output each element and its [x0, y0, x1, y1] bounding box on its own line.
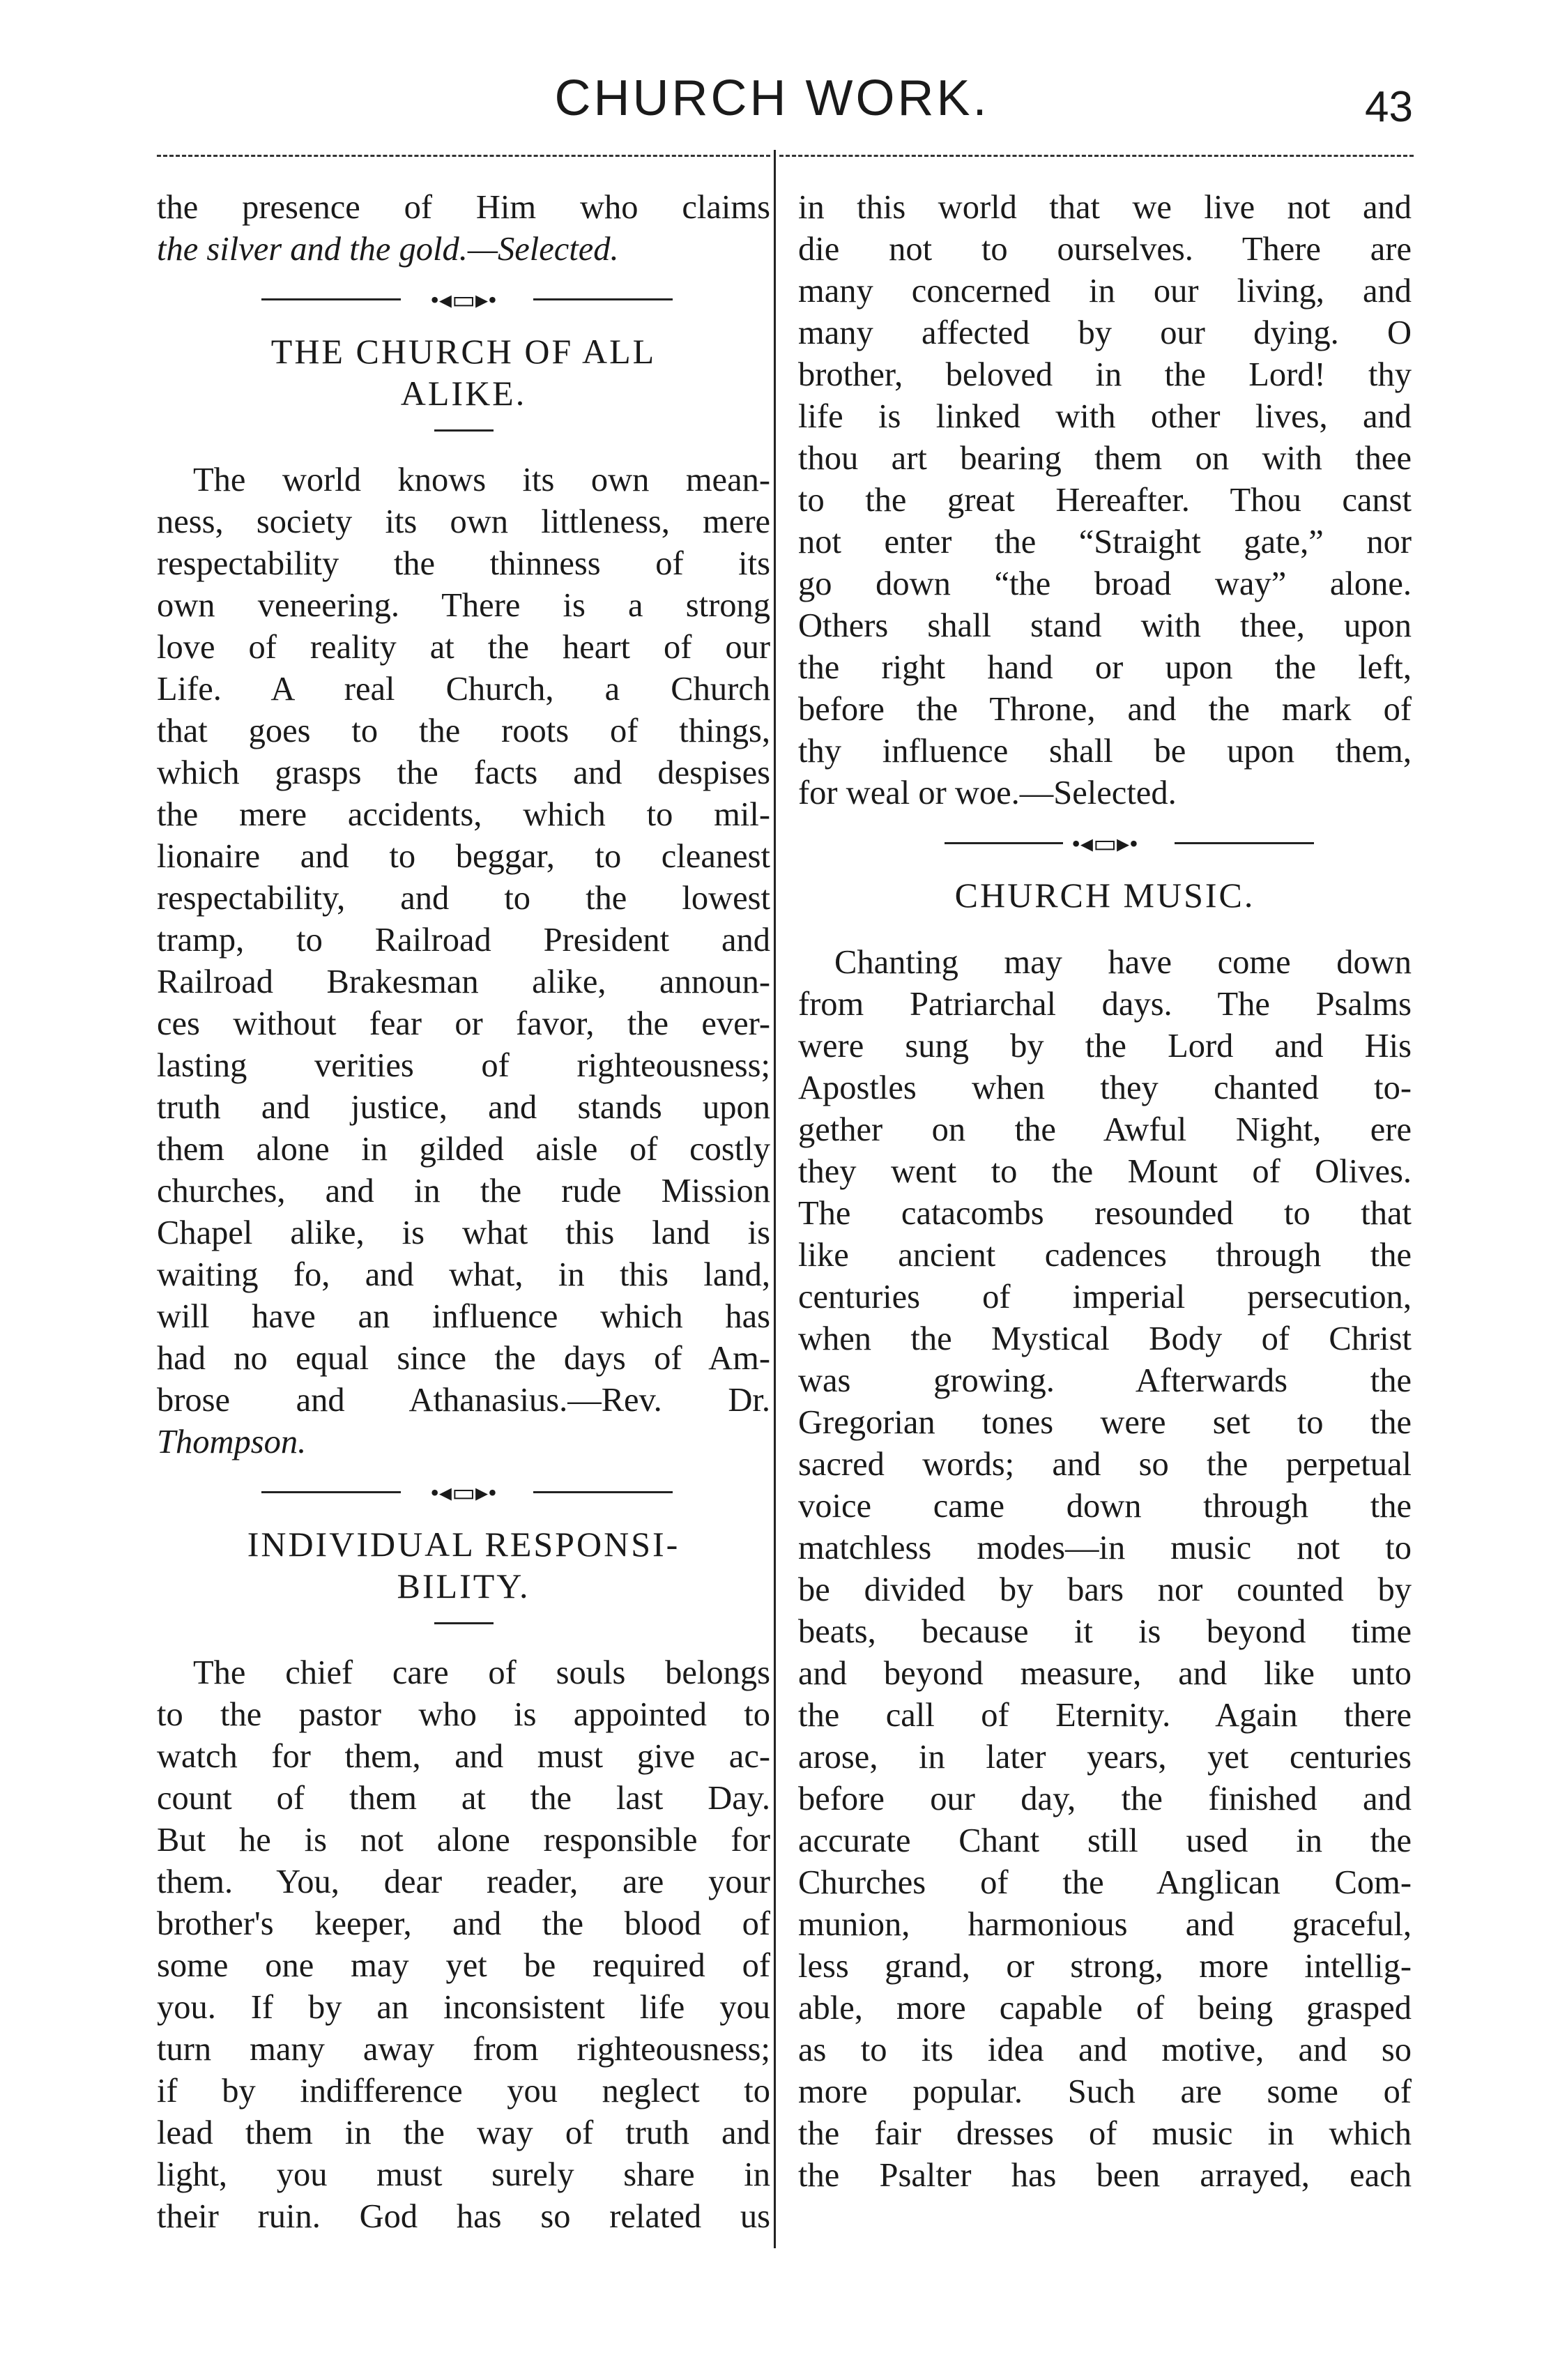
text-line: to the pastor who is appointed to [157, 1696, 770, 1733]
text-line: to the great Hereafter. Thou canst [798, 482, 1412, 519]
ornament-glyph: •◂▭▸• [1071, 830, 1138, 857]
article-continuation [798, 187, 1412, 814]
text-line: churches, and in the rude Mission [157, 1173, 770, 1210]
text-line: die not to ourselves. There are [798, 231, 1412, 268]
text-line: turn many away from righteousness; [157, 2031, 770, 2068]
text-line: thou art bearing them on with thee [798, 440, 1412, 477]
page-number: 43 [1365, 83, 1413, 131]
title-gap [1076, 923, 1135, 925]
text-line: respectability the thinness of its [157, 545, 770, 582]
text-line: them. You, dear reader, are your [157, 1863, 770, 1900]
article-church-of-all-alike [157, 330, 770, 1463]
text-line: they went to the Mount of Olives. [798, 1153, 1412, 1190]
text-line: when the Mystical Body of Christ [798, 1320, 1412, 1357]
text-line: love of reality at the heart of our [157, 629, 770, 666]
text-line: had no equal since the days of Am- [157, 1340, 770, 1377]
ornament-glyph: •◂▭▸• [430, 1479, 497, 1506]
text-line: arose, in later years, yet centuries [798, 1739, 1412, 1776]
text-line: truth and justice, and stands upon [157, 1089, 770, 1126]
text-line: voice came down through the [798, 1488, 1412, 1525]
text-line: and beyond measure, and like unto [798, 1655, 1412, 1692]
text-line: The catacombs resounded to that [798, 1195, 1412, 1232]
article-title: THE CHURCH OF ALL [270, 332, 657, 371]
text-line: for weal or woe.—Selected. [798, 775, 1177, 811]
text-line: less grand, or strong, more intellig- [798, 1948, 1412, 1985]
header-rule-left [157, 155, 770, 157]
text-line: sacred words; and so the perpetual [798, 1446, 1412, 1483]
text-line: like ancient cadences through the [798, 1237, 1412, 1274]
text-line: beats, because it is beyond time [798, 1613, 1412, 1650]
text-line: some one may yet be required of [157, 1947, 770, 1984]
text-line: which grasps the facts and despises [157, 754, 770, 791]
article-individual-responsibility [157, 1523, 770, 2238]
text-line: matchless modes—in music not to [798, 1530, 1412, 1566]
text-line: tramp, to Railroad President and [157, 922, 770, 959]
text-line: accurate Chant still used in the [798, 1822, 1412, 1859]
text-line: were sung by the Lord and His [798, 1028, 1412, 1065]
title-rule [434, 429, 494, 432]
text-line: light, you must surely share in [157, 2156, 770, 2193]
right-column [798, 187, 1412, 2197]
text-line: was growing. Afterwards the [798, 1362, 1412, 1399]
text-line: the mere accidents, which to mil- [157, 796, 770, 833]
text-line: many concerned in our living, and [798, 273, 1412, 310]
text-line: not enter the “Straight gate,” nor [798, 524, 1412, 560]
text-line: life is linked with other lives, and [798, 398, 1412, 435]
article-title: INDIVIDUAL RESPONSI- [247, 1525, 680, 1564]
text-line: Apostles when they chanted to- [798, 1069, 1412, 1106]
text-line: ness, society its own littleness, mere [157, 503, 770, 540]
running-title: CHURCH WORK. [554, 70, 990, 126]
text-line: before our day, the finished and [798, 1780, 1412, 1817]
section-ornament [157, 279, 770, 321]
text-line: Thompson. [157, 1424, 307, 1460]
text-line: count of them at the last Day. [157, 1780, 770, 1817]
page-header [0, 70, 1544, 132]
text-line: many affected by our dying. O [798, 314, 1412, 351]
text-line: be divided by bars nor counted by [798, 1571, 1412, 1608]
text-line: that goes to the roots of things, [157, 712, 770, 749]
text-line: The world knows its own mean- [193, 461, 770, 498]
text-line: more popular. Such are some of [798, 2073, 1412, 2110]
text-line: thy influence shall be upon them, [798, 733, 1412, 770]
text-line: brose and Athanasius.—Rev. Dr. [157, 1382, 770, 1419]
text-line: the presence of Him who claims [157, 189, 770, 226]
text-line: Others shall stand with thee, upon [798, 607, 1412, 644]
text-line: the fair dresses of music in which [798, 2115, 1412, 2152]
text-line: from Patriarchal days. The Psalms [798, 986, 1412, 1023]
text-line: gether on the Awful Night, ere [798, 1111, 1412, 1148]
text-line: The chief care of souls belongs [193, 1654, 770, 1691]
left-column [157, 187, 770, 2238]
title-rule [434, 1622, 494, 1624]
column-divider [774, 150, 776, 2248]
text-line: Chapel alike, is what this land is [157, 1214, 770, 1251]
ornament-glyph: •◂▭▸• [430, 286, 497, 314]
text-line: lasting verities of righteousness; [157, 1047, 770, 1084]
text-line: the Psalter has been arrayed, each [798, 2157, 1412, 2194]
text-line: munion, harmonious and graceful, [798, 1906, 1412, 1943]
text-line: lionaire and to beggar, to cleanest [157, 838, 770, 875]
text-line: respectability, and to the lowest [157, 880, 770, 917]
section-ornament [798, 823, 1412, 864]
text-line: own veneering. There is a strong [157, 587, 770, 624]
text-line: Railroad Brakesman alike, announ- [157, 963, 770, 1000]
text-line: Life. A real Church, a Church [157, 671, 770, 708]
article-title: ALIKE. [400, 374, 527, 413]
text-line: if by indifference you neglect to [157, 2073, 770, 2110]
text-line: watch for them, and must give ac- [157, 1738, 770, 1775]
text-line: the call of Eternity. Again there [798, 1697, 1412, 1734]
text-line: in this world that we live not and [798, 189, 1412, 226]
text-line: brother's keeper, and the blood of [157, 1905, 770, 1942]
text-line: before the Throne, and the mark of [798, 691, 1412, 728]
text-line: them alone in gilded aisle of costly [157, 1131, 770, 1168]
text-line: Gregorian tones were set to the [798, 1404, 1412, 1441]
text-line: But he is not alone responsible for [157, 1822, 770, 1859]
text-line: centuries of imperial persecution, [798, 1279, 1412, 1315]
article-title: BILITY. [397, 1566, 530, 1605]
text-line: the silver and the gold.—Selected. [157, 231, 619, 268]
text-line: their ruin. God has so related us [157, 2198, 770, 2235]
text-line: ces without fear or favor, the ever- [157, 1005, 770, 1042]
text-line: waiting fo, and what, in this land, [157, 1256, 770, 1293]
text-line: will have an influence which has [157, 1298, 770, 1335]
text-line: the right hand or upon the left, [798, 649, 1412, 686]
text-line: lead them in the way of truth and [157, 2114, 770, 2151]
article-title: CHURCH MUSIC. [954, 876, 1255, 915]
text-line: Chanting may have come down [834, 944, 1412, 981]
text-line: go down “the broad way” alone. [798, 565, 1412, 602]
text-line: Churches of the Anglican Com- [798, 1864, 1412, 1901]
text-line: able, more capable of being grasped [798, 1990, 1412, 2027]
article-church-music [798, 874, 1412, 2197]
text-line: as to its idea and motive, and so [798, 2031, 1412, 2068]
text-line: brother, beloved in the Lord! thy [798, 356, 1412, 393]
section-ornament [157, 1472, 770, 1513]
header-rule-right [779, 155, 1414, 157]
text-line: you. If by an inconsistent life you [157, 1989, 770, 2026]
